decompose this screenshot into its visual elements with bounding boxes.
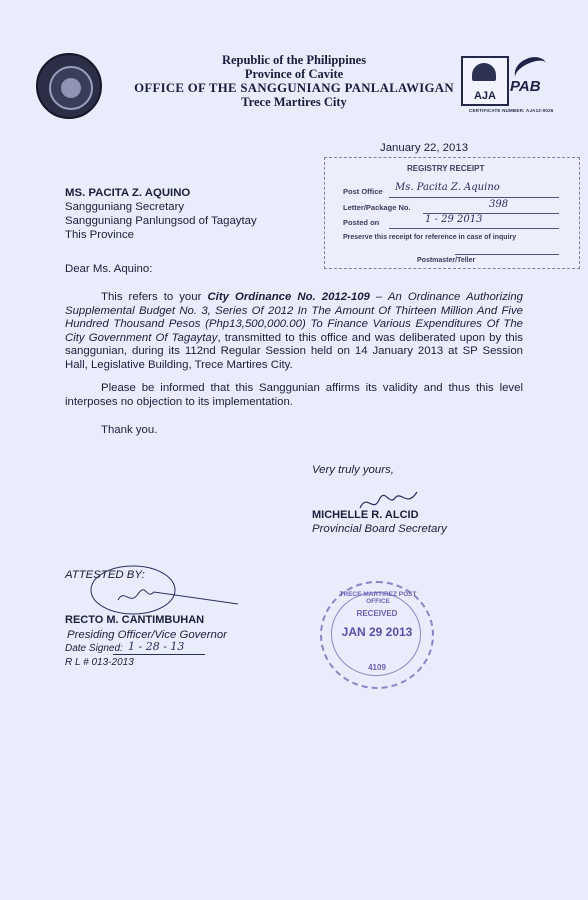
signatory-name: MICHELLE R. ALCID bbox=[312, 509, 419, 521]
postmark-received: RECEIVED bbox=[356, 609, 398, 618]
recipient-name: MS. PACITA Z. AQUINO bbox=[65, 187, 191, 199]
closing: Very truly yours, bbox=[312, 464, 394, 476]
certificate-number: CERTIFICATE NUMBER: AJA12-0026 bbox=[469, 108, 554, 113]
registry-receipt bbox=[324, 157, 580, 269]
pab-logo: PAB bbox=[510, 56, 558, 102]
date-signed-label: Date Signed: bbox=[65, 643, 123, 654]
receipt-letter-label: Letter/Package No. bbox=[343, 203, 411, 212]
header-city: Trece Martires City bbox=[241, 95, 347, 109]
body-paragraph-1: This refers to your City Ordinance No. 2012-109 – An Ordinance Authorizing Supplemental Budget No. 3, Series Of 2012 In The Amount Of Thirteen Million And Five Hundred Thousand Pesos (Php13,500,000.00) To Finance Various Expenditures Of The City Government Of Tagaytay, transmitted to this office and was deliberated upon by this sanggunian, during its 112nd Regular Session held on 14 January 2013 at SP Session Hall, Legislative Building, Trece Martires City. bbox=[65, 291, 523, 371]
recipient-place: This Province bbox=[65, 229, 135, 241]
attest-position: Presiding Officer/Vice Governor bbox=[67, 629, 227, 641]
postmark-code: 4109 bbox=[368, 663, 386, 672]
letter-date: January 22, 2013 bbox=[380, 142, 469, 154]
receipt-post-office-label: Post Office bbox=[343, 187, 383, 196]
receipt-letter-value: 398 bbox=[489, 199, 509, 210]
salutation: Dear Ms. Aquino: bbox=[65, 263, 153, 275]
recipient-office: Sangguniang Panlungsod of Tagaytay bbox=[65, 215, 257, 227]
attested-by-label: ATTESTED BY: bbox=[65, 569, 145, 581]
signatory-position: Provincial Board Secretary bbox=[312, 523, 447, 535]
header-republic: Republic of the Philippines bbox=[221, 53, 367, 67]
header-province: Province of Cavite bbox=[244, 67, 344, 81]
postmark-top: TRECE MARTIREZ POST OFFICE bbox=[339, 591, 417, 605]
thank-you: Thank you. bbox=[101, 424, 158, 436]
recipient-title: Sangguniang Secretary bbox=[65, 201, 185, 213]
header-office: OFFICE OF THE SANGGUNIANG PANLALAWIGAN bbox=[134, 81, 454, 95]
attest-name: RECTO M. CANTIMBUHAN bbox=[65, 614, 205, 626]
aja-logo: AJA bbox=[461, 56, 509, 106]
postmark-date: JAN 29 2013 bbox=[341, 625, 413, 639]
body-paragraph-2: Please be informed that this Sanggunian affirms its validity and thus this level interposes no objection to its implementation. bbox=[65, 382, 523, 408]
ordinance-reference: City Ordinance No. 2012-109 bbox=[207, 291, 370, 303]
receipt-note: Preserve this receipt for reference in case of inquiry bbox=[343, 234, 517, 241]
postmark-stamp bbox=[320, 581, 434, 689]
receipt-teller-label: Postmaster/Teller bbox=[417, 257, 476, 264]
date-signed-value: 1 - 28 - 13 bbox=[128, 640, 185, 653]
receipt-title: REGISTRY RECEIPT bbox=[407, 164, 485, 173]
receipt-posted-label: Posted on bbox=[343, 218, 380, 227]
reference-number: R L # 013-2013 bbox=[65, 657, 134, 668]
receipt-posted-value: 1 - 29 2013 bbox=[425, 214, 483, 225]
receipt-post-office-value: Ms. Pacita Z. Aquino bbox=[395, 182, 500, 193]
